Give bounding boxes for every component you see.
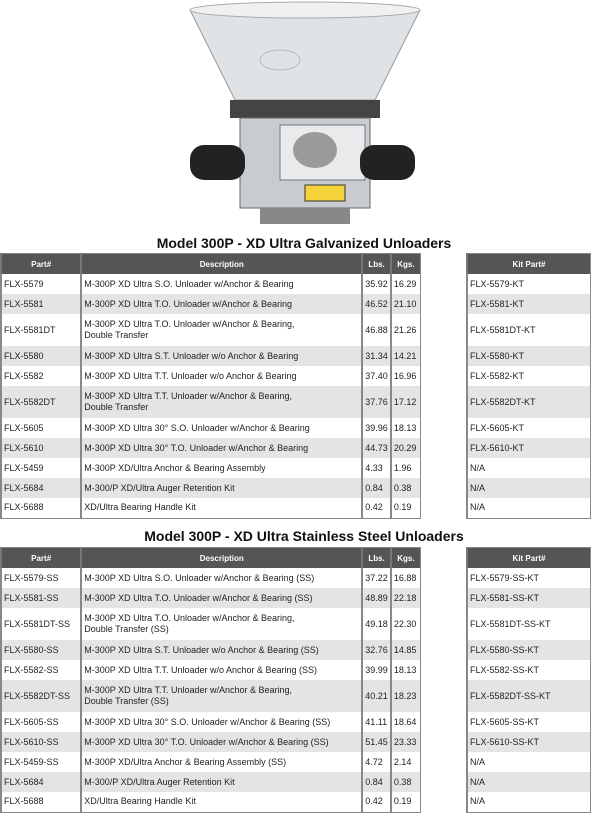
table-row (1, 680, 421, 712)
weight-lbs: 4.72 (362, 752, 391, 772)
weight-lbs: 51.45 (362, 732, 391, 752)
part-number: FLX-5582DT-SS (1, 680, 81, 712)
kit-part-number: FLX-5579-KT (467, 274, 591, 294)
unloader-product-image (170, 0, 440, 232)
weight-kgs: 21.10 (391, 294, 421, 314)
table-row (1, 608, 421, 640)
description-line: XD/Ultra Bearing Handle Kit (84, 796, 196, 807)
column-header-kgs: Kgs. (391, 548, 421, 569)
table-row (467, 274, 591, 294)
weight-lbs: 48.89 (362, 588, 391, 608)
table-row (467, 418, 591, 438)
weight-lbs: 0.42 (362, 498, 391, 518)
description (81, 346, 362, 366)
kit-part-number: N/A (467, 752, 591, 772)
table-row (1, 660, 421, 680)
table-row (1, 712, 421, 732)
table-row (1, 346, 421, 366)
table-row (1, 568, 421, 588)
kit-part-number: FLX-5581-SS-KT (467, 588, 591, 608)
column-header-part: Part# (1, 254, 81, 275)
part-number: FLX-5582 (1, 366, 81, 386)
part-number: FLX-5684 (1, 478, 81, 498)
part-number: FLX-5684 (1, 772, 81, 792)
weight-kgs: 18.13 (391, 418, 421, 438)
table-row (467, 366, 591, 386)
kit-part-number: FLX-5582DT-SS-KT (467, 680, 591, 712)
table-row (467, 640, 591, 660)
description-line: Double Transfer (SS) (84, 696, 169, 706)
weight-kgs: 23.33 (391, 732, 421, 752)
table-row (1, 438, 421, 458)
weight-kgs: 18.64 (391, 712, 421, 732)
table-row (1, 640, 421, 660)
kit-part-number: FLX-5605-SS-KT (467, 712, 591, 732)
description (81, 660, 362, 680)
weight-kgs: 16.29 (391, 274, 421, 294)
stainless-kit-table (466, 547, 591, 813)
description-line: M-300P XD Ultra T.O. Unloader w/Anchor & Bearing (SS) (84, 592, 313, 603)
header-row (1, 254, 421, 275)
weight-lbs: 46.88 (362, 314, 391, 346)
weight-kgs: 18.13 (391, 660, 421, 680)
weight-lbs: 35.92 (362, 274, 391, 294)
table-row (467, 438, 591, 458)
weight-lbs: 32.76 (362, 640, 391, 660)
table-row (467, 498, 591, 518)
description-line: M-300/P XD/Ultra Auger Retention Kit (84, 482, 235, 493)
description-line: Double Transfer (SS) (84, 624, 169, 634)
table-row (467, 732, 591, 752)
column-header-part: Part# (1, 548, 81, 569)
part-number: FLX-5610 (1, 438, 81, 458)
galvanized-kit-table (466, 253, 591, 519)
galvanized-parts-table (0, 253, 421, 519)
kit-part-number: FLX-5582DT-KT (467, 386, 591, 418)
description-line: XD/Ultra Bearing Handle Kit (84, 502, 196, 513)
part-number: FLX-5580-SS (1, 640, 81, 660)
description (81, 458, 362, 478)
table-row (467, 752, 591, 772)
column-header-lbs: Lbs. (362, 548, 391, 569)
weight-kgs: 22.30 (391, 608, 421, 640)
description (81, 588, 362, 608)
part-number: FLX-5459-SS (1, 752, 81, 772)
table-row (467, 680, 591, 712)
weight-lbs: 0.42 (362, 792, 391, 812)
section-title-galvanized: Model 300P - XD Ultra Galvanized Unloaders (156, 235, 452, 251)
part-number: FLX-5581DT (1, 314, 81, 346)
description (81, 752, 362, 772)
description (81, 438, 362, 458)
kit-part-number: FLX-5610-SS-KT (467, 732, 591, 752)
weight-lbs: 37.76 (362, 386, 391, 418)
column-header-lbs: Lbs. (362, 254, 391, 275)
part-number: FLX-5605-SS (1, 712, 81, 732)
kit-part-number: FLX-5605-KT (467, 418, 591, 438)
kit-part-number: N/A (467, 458, 591, 478)
kit-part-number: FLX-5579-SS-KT (467, 568, 591, 588)
table-row (1, 478, 421, 498)
description (81, 712, 362, 732)
description-line: M-300P XD Ultra T.O. Unloader w/Anchor & Bearing, (84, 613, 295, 623)
description (81, 498, 362, 518)
description-line: Double Transfer (84, 330, 149, 340)
description (81, 772, 362, 792)
weight-kgs: 2.14 (391, 752, 421, 772)
weight-kgs: 0.38 (391, 478, 421, 498)
kit-part-number: FLX-5582-SS-KT (467, 660, 591, 680)
description (81, 680, 362, 712)
weight-kgs: 1.96 (391, 458, 421, 478)
table-row (467, 386, 591, 418)
table-row (1, 772, 421, 792)
weight-kgs: 20.29 (391, 438, 421, 458)
part-number: FLX-5459 (1, 458, 81, 478)
part-number: FLX-5688 (1, 498, 81, 518)
table-row (1, 792, 421, 812)
description-line: M-300P XD Ultra 30° T.O. Unloader w/Anchor & Bearing (84, 442, 309, 453)
part-number: FLX-5579 (1, 274, 81, 294)
column-header-description: Description (81, 254, 362, 275)
weight-lbs: 40.21 (362, 680, 391, 712)
description (81, 294, 362, 314)
description-line: M-300/P XD/Ultra Auger Retention Kit (84, 776, 235, 787)
description-line: M-300P XD Ultra 30° S.O. Unloader w/Anchor & Bearing (84, 422, 310, 433)
header-row (467, 548, 591, 569)
kit-part-number: N/A (467, 792, 591, 812)
weight-lbs: 41.11 (362, 712, 391, 732)
weight-lbs: 44.73 (362, 438, 391, 458)
table-row (1, 314, 421, 346)
table-row (1, 386, 421, 418)
description (81, 792, 362, 812)
table-row (1, 458, 421, 478)
description (81, 478, 362, 498)
part-number: FLX-5581-SS (1, 588, 81, 608)
table-row (467, 294, 591, 314)
weight-lbs: 31.34 (362, 346, 391, 366)
table-row (467, 772, 591, 792)
part-number: FLX-5582DT (1, 386, 81, 418)
table-row (467, 608, 591, 640)
weight-kgs: 14.85 (391, 640, 421, 660)
weight-kgs: 14.21 (391, 346, 421, 366)
kit-part-number: FLX-5581DT-KT (467, 314, 591, 346)
weight-kgs: 22.18 (391, 588, 421, 608)
table-row (467, 314, 591, 346)
weight-kgs: 16.96 (391, 366, 421, 386)
weight-lbs: 0.84 (362, 478, 391, 498)
description (81, 418, 362, 438)
part-number: FLX-5579-SS (1, 568, 81, 588)
table-row (1, 732, 421, 752)
weight-lbs: 39.99 (362, 660, 391, 680)
weight-lbs: 0.84 (362, 772, 391, 792)
description-line: M-300P XD Ultra T.O. Unloader w/Anchor & Bearing, (84, 319, 295, 329)
kit-part-number: FLX-5581-KT (467, 294, 591, 314)
description (81, 640, 362, 660)
table-row (1, 274, 421, 294)
stainless-parts-table (0, 547, 421, 813)
description (81, 274, 362, 294)
weight-lbs: 37.22 (362, 568, 391, 588)
description-line: M-300P XD Ultra T.T. Unloader w/o Anchor & Bearing (SS) (84, 664, 318, 675)
description-line: M-300P XD Ultra S.T. Unloader w/o Anchor & Bearing (84, 350, 299, 361)
weight-lbs: 4.33 (362, 458, 391, 478)
part-number: FLX-5581DT-SS (1, 608, 81, 640)
table-row (467, 712, 591, 732)
part-number: FLX-5688 (1, 792, 81, 812)
table-row (467, 458, 591, 478)
weight-kgs: 16.88 (391, 568, 421, 588)
kit-part-number: FLX-5581DT-SS-KT (467, 608, 591, 640)
column-header-kit-part: Kit Part# (467, 254, 591, 275)
kit-part-number: N/A (467, 478, 591, 498)
weight-lbs: 46.52 (362, 294, 391, 314)
kit-part-number: FLX-5580-SS-KT (467, 640, 591, 660)
table-row (1, 418, 421, 438)
weight-kgs: 0.38 (391, 772, 421, 792)
description-line: M-300P XD Ultra S.O. Unloader w/Anchor & Bearing (SS) (84, 572, 315, 583)
weight-kgs: 0.19 (391, 792, 421, 812)
table-row (1, 366, 421, 386)
description-line: M-300P XD Ultra 30° S.O. Unloader w/Anchor & Bearing (SS) (84, 716, 331, 727)
description-line: M-300P XD Ultra S.O. Unloader w/Anchor & Bearing (84, 278, 294, 289)
description-line: M-300P XD/Ultra Anchor & Bearing Assembly (SS) (84, 756, 287, 767)
description-line: M-300P XD Ultra S.T. Unloader w/o Anchor & Bearing (SS) (84, 644, 319, 655)
kit-part-number: FLX-5610-KT (467, 438, 591, 458)
weight-lbs: 49.18 (362, 608, 391, 640)
kit-part-number: N/A (467, 772, 591, 792)
description (81, 314, 362, 346)
description-line: M-300P XD/Ultra Anchor & Bearing Assembly (84, 462, 266, 473)
weight-lbs: 37.40 (362, 366, 391, 386)
weight-kgs: 18.23 (391, 680, 421, 712)
kit-part-number: FLX-5580-KT (467, 346, 591, 366)
header-row (1, 548, 421, 569)
description-line: Double Transfer (84, 402, 149, 412)
column-header-kit-part: Kit Part# (467, 548, 591, 569)
part-number: FLX-5605 (1, 418, 81, 438)
description (81, 568, 362, 588)
description (81, 732, 362, 752)
table-row (467, 478, 591, 498)
header-row (467, 254, 591, 275)
table-row (1, 294, 421, 314)
description-line: M-300P XD Ultra 30° T.O. Unloader w/Anchor & Bearing (SS) (84, 736, 329, 747)
weight-lbs: 39.96 (362, 418, 391, 438)
column-header-kgs: Kgs. (391, 254, 421, 275)
column-header-description: Description (81, 548, 362, 569)
table-row (467, 792, 591, 812)
weight-kgs: 17.12 (391, 386, 421, 418)
weight-kgs: 21.26 (391, 314, 421, 346)
table-row (1, 498, 421, 518)
table-row (467, 346, 591, 366)
description-line: M-300P XD Ultra T.T. Unloader w/o Anchor & Bearing (84, 370, 297, 381)
description (81, 608, 362, 640)
part-number: FLX-5582-SS (1, 660, 81, 680)
description-line: M-300P XD Ultra T.T. Unloader w/Anchor & Bearing, (84, 391, 293, 401)
table-row (467, 660, 591, 680)
description-line: M-300P XD Ultra T.T. Unloader w/Anchor & Bearing, (84, 685, 293, 695)
section-title-stainless: Model 300P - XD Ultra Stainless Steel Unloaders (144, 528, 464, 544)
description (81, 386, 362, 418)
description-line: M-300P XD Ultra T.O. Unloader w/Anchor & Bearing (84, 298, 293, 309)
table-row (1, 752, 421, 772)
part-number: FLX-5580 (1, 346, 81, 366)
part-number: FLX-5610-SS (1, 732, 81, 752)
weight-kgs: 0.19 (391, 498, 421, 518)
description (81, 366, 362, 386)
table-row (467, 588, 591, 608)
table-row (1, 588, 421, 608)
table-row (467, 568, 591, 588)
kit-part-number: N/A (467, 498, 591, 518)
kit-part-number: FLX-5582-KT (467, 366, 591, 386)
part-number: FLX-5581 (1, 294, 81, 314)
